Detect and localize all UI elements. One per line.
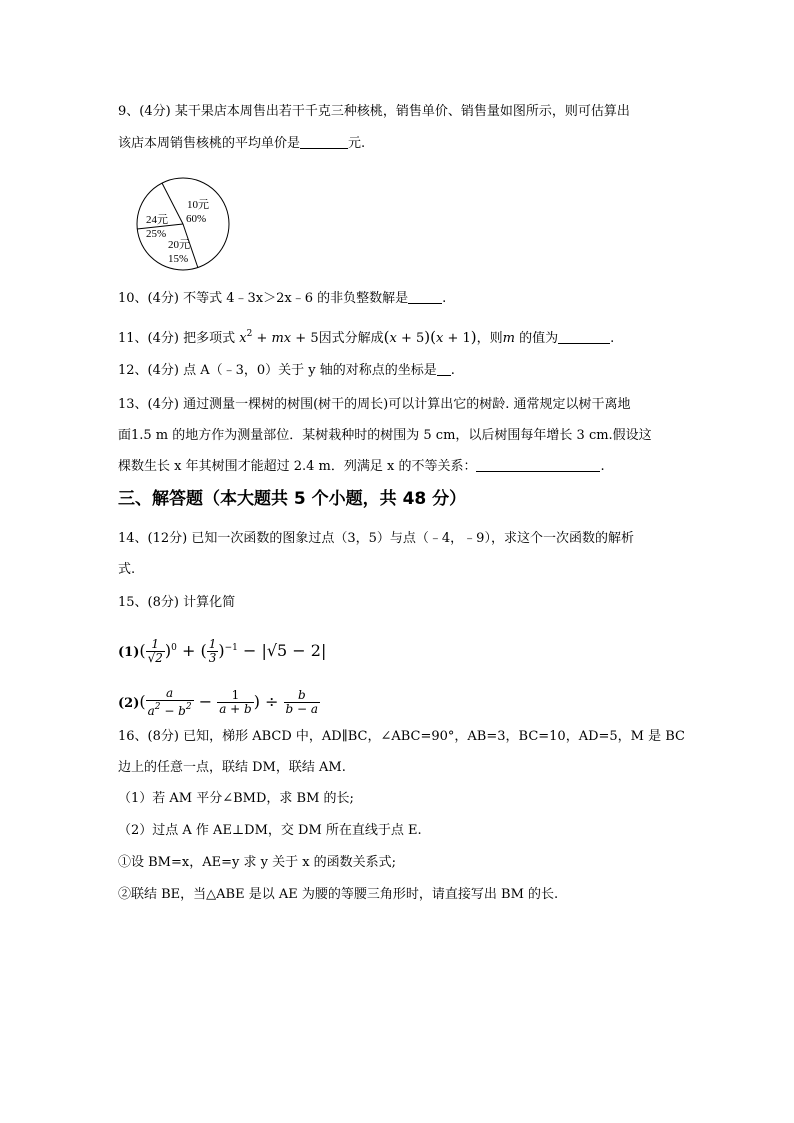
answer-blank — [558, 331, 610, 344]
slice-label-price-2: 20元 — [168, 239, 190, 251]
q9-line2-end: 元. — [348, 136, 366, 151]
q16-line6: ②联结 BE，当△ABE 是以 AE 为腰的等腰三角形时，请直接写出 BM 的长. — [118, 887, 559, 902]
q11-text-d: 的值为 — [519, 331, 559, 346]
q11-text-a: 11、(4分) 把多项式 — [118, 331, 236, 346]
answer-blank — [300, 136, 348, 149]
q14-line2: 式. — [118, 562, 136, 577]
slice-label-percent-1: 25% — [146, 228, 167, 240]
slice-label-percent-2: 15% — [168, 253, 189, 265]
q12-text: 12、(4分) 点 A（﹣3，0）关于 y 轴的对称点的坐标是 — [118, 363, 437, 378]
answer-blank — [437, 363, 451, 376]
q15-part1 — [118, 628, 326, 673]
q13-line1: 13、(4分) 通过测量一棵树的树围(树干的周长)可以计算出它的树龄. 通常规定以树干离地 — [118, 397, 631, 412]
pie-chart — [130, 176, 240, 276]
slice-label-percent-0: 60% — [186, 213, 207, 225]
q10 — [118, 291, 446, 307]
q14-line1: 14、(12分) 已知一次函数的图象过点（3，5）与点（﹣4，﹣9），求这个一次函数的解析 — [118, 531, 634, 546]
q15-part1-label: (1) — [118, 645, 140, 660]
answer-blank — [408, 291, 442, 304]
q16-line1: 16、(8分) 已知，梯形 ABCD 中，AD∥BC，∠ABC=90°，AB=3，BC=10，AD=5，M 是 BC — [118, 729, 685, 744]
slice-label-price-1: 24元 — [146, 214, 168, 226]
q12 — [118, 363, 455, 379]
answer-blank — [476, 459, 600, 472]
section-heading: 三、解答题（本大题共 5 个小题，共 48 分） — [118, 489, 467, 509]
q9-line1: 9、(4分) 某干果店本周售出若干千克三种核桃，销售单价、销售量如图所示，则可估算出 — [118, 104, 630, 119]
q11-end: . — [610, 331, 615, 346]
q16-line5: ①设 BM=x，AE=y 求 y 关于 x 的函数关系式; — [118, 855, 397, 870]
q15-part2 — [118, 682, 320, 724]
q10-end: . — [442, 291, 447, 306]
q15-part2-expression: ( $\frac{a}{a^2 - b^2}$ − $\frac{1}{a + b}$ ) ÷ $\frac{b}{b - a}$ — [139, 686, 319, 718]
q16-line3: （1）若 AM 平分∠BMD，求 BM 的长; — [118, 791, 354, 806]
q11-text-c: ，则 — [476, 331, 503, 346]
q13-line2: 面1.5 m 的地方作为测量部位．某树栽种时的树围为 5 cm，以后树围每年增长 3 cm.假设这 — [118, 428, 652, 443]
q16-line4: （2）过点 A 作 AE⊥DM，交 DM 所在直线于点 E. — [118, 823, 422, 838]
q11-factored: (x + 5)(x + 1) — [383, 328, 477, 346]
q13-line3 — [118, 459, 605, 475]
q15-part2-label: (2) — [118, 696, 140, 711]
q10-text: 10、(4分) 不等式 4﹣3x＞2x﹣6 的非负整数解是 — [118, 291, 409, 306]
q15-part1-expression: ( $\frac{1}{√2}$ )$^0$ + ( $\frac{1}{3}$ )$^{-1}$ − |√5 − 2| — [139, 637, 327, 665]
q9-line2-text: 该店本周销售核桃的平均单价是 — [118, 136, 301, 151]
q13-line3-end: . — [600, 459, 605, 474]
q11 — [118, 326, 614, 347]
q16-line2: 边上的任意一点，联结 DM，联结 AM. — [118, 760, 346, 775]
q13-line3-text: 棵数生长 x 年其树围才能超过 2.4 m．列满足 x 的不等关系： — [118, 459, 477, 474]
q15-line1: 15、(8分) 计算化简 — [118, 595, 236, 610]
q11-polynomial: $x^2$ + mx + 5 — [239, 329, 319, 346]
q9-line2 — [118, 136, 365, 152]
slice-label-price-0: 10元 — [187, 199, 209, 211]
q11-text-b: 因式分解成 — [318, 331, 384, 346]
q11-m: m — [502, 331, 515, 346]
q12-end: . — [450, 363, 455, 378]
